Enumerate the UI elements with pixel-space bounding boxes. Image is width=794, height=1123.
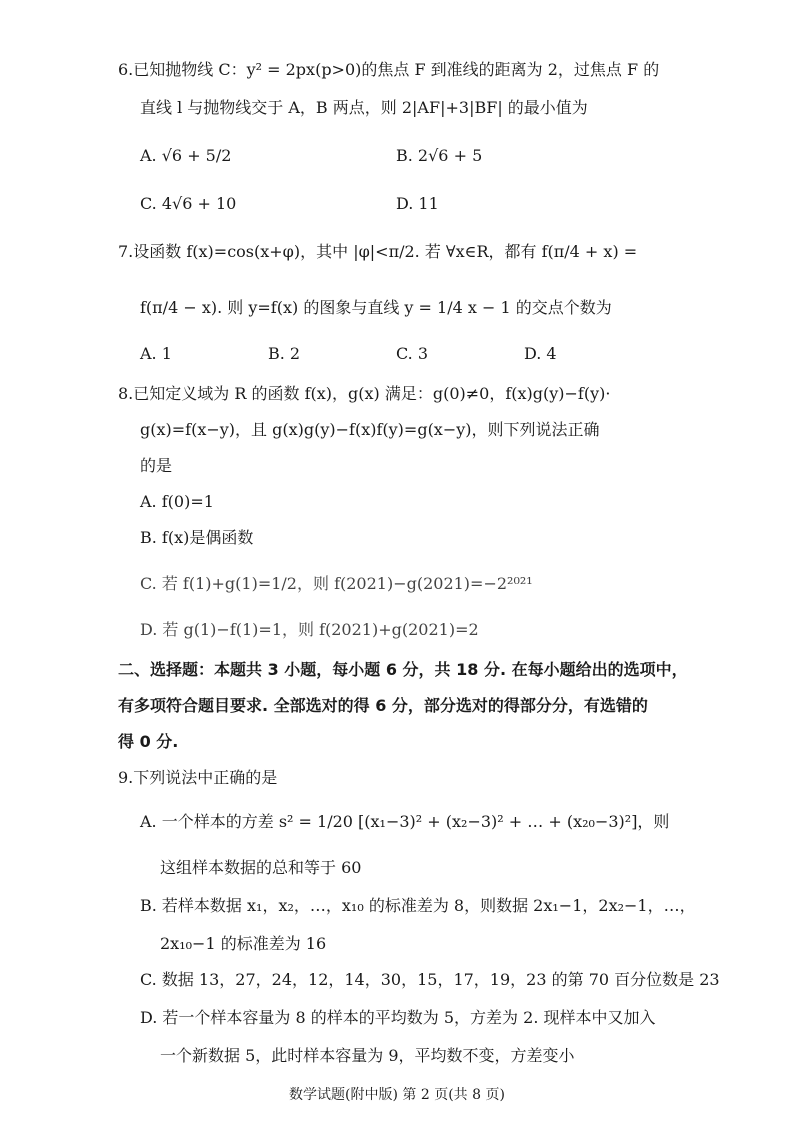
q8-stem-line1: 8.已知定义域为 R 的函数 f(x)，g(x) 满足：g(0)≠0，f(x)g(y)−f(y)· (118, 384, 611, 403)
q7-option-b: B. 2 (268, 344, 301, 363)
q9-option-b-line2: 2x₁₀−1 的标准差为 16 (160, 934, 327, 953)
q7-stem-line2: f(π/4 − x). 则 y=f(x) 的图象与直线 y = 1/4 x − 1 的交点个数为 (140, 298, 612, 317)
q9-option-d-line1: D. 若一个样本容量为 8 的样本的平均数为 5，方差为 2. 现样本中又加入 (140, 1008, 656, 1027)
section2-instructions-line1: 二、选择题：本题共 3 小题，每小题 6 分，共 18 分. 在每小题给出的选项中， (118, 660, 688, 679)
q6-option-c: C. 4√6 + 10 (140, 194, 237, 213)
q7-option-a: A. 1 (140, 344, 172, 363)
q8-option-c: C. 若 f(1)+g(1)=1/2，则 f(2021)−g(2021)=−2²⁰²¹ (140, 574, 533, 593)
q6-stem-line1: 6.已知抛物线 C：y² = 2px(p>0)的焦点 F 到准线的距离为 2，过焦点 F 的 (118, 60, 660, 79)
q8-option-a: A. f(0)=1 (140, 492, 214, 511)
q6-option-b: B. 2√6 + 5 (396, 146, 483, 165)
q8-stem-line3: 的是 (140, 456, 173, 475)
q7-option-d: D. 4 (524, 344, 557, 363)
q6-option-d: D. 11 (396, 194, 439, 213)
section2-instructions-line3: 得 0 分. (118, 732, 179, 751)
q9-option-a-line1: A. 一个样本的方差 s² = 1/20 [(x₁−3)² + (x₂−3)² + … + (x₂₀−3)²]，则 (140, 812, 670, 831)
q8-stem-line2: g(x)=f(x−y)，且 g(x)g(y)−f(x)f(y)=g(x−y)，则下列说法正确 (140, 420, 600, 439)
q9-option-a-line2: 这组样本数据的总和等于 60 (160, 858, 362, 877)
q7-option-c: C. 3 (396, 344, 429, 363)
section2-instructions-line2: 有多项符合题目要求. 全部选对的得 6 分，部分选对的得部分分，有选错的 (118, 696, 648, 715)
q7-stem-line1: 7.设函数 f(x)=cos(x+φ)，其中 |φ|<π/2. 若 ∀x∈R，都有 f(π/4 + x) = (118, 242, 638, 261)
q9-option-b-line1: B. 若样本数据 x₁，x₂，…，x₁₀ 的标准差为 8，则数据 2x₁−1，2x₂−1，…， (140, 896, 696, 915)
q8-option-b: B. f(x)是偶函数 (140, 528, 254, 547)
q9-option-d-line2: 一个新数据 5，此时样本容量为 9，平均数不变，方差变小 (160, 1046, 575, 1065)
q9-option-c: C. 数据 13，27，24，12，14，30，15，17，19，23 的第 70 百分位数是 23 (140, 970, 720, 989)
page-footer: 数学试题(附中版) 第 2 页(共 8 页) (289, 1087, 505, 1103)
q9-stem: 9.下列说法中正确的是 (118, 768, 278, 787)
q8-option-d: D. 若 g(1)−f(1)=1，则 f(2021)+g(2021)=2 (140, 620, 479, 639)
q6-stem-line2: 直线 l 与抛物线交于 A，B 两点，则 2|AF|+3|BF| 的最小值为 (140, 98, 588, 117)
q6-option-a: A. √6 + 5/2 (140, 146, 232, 165)
